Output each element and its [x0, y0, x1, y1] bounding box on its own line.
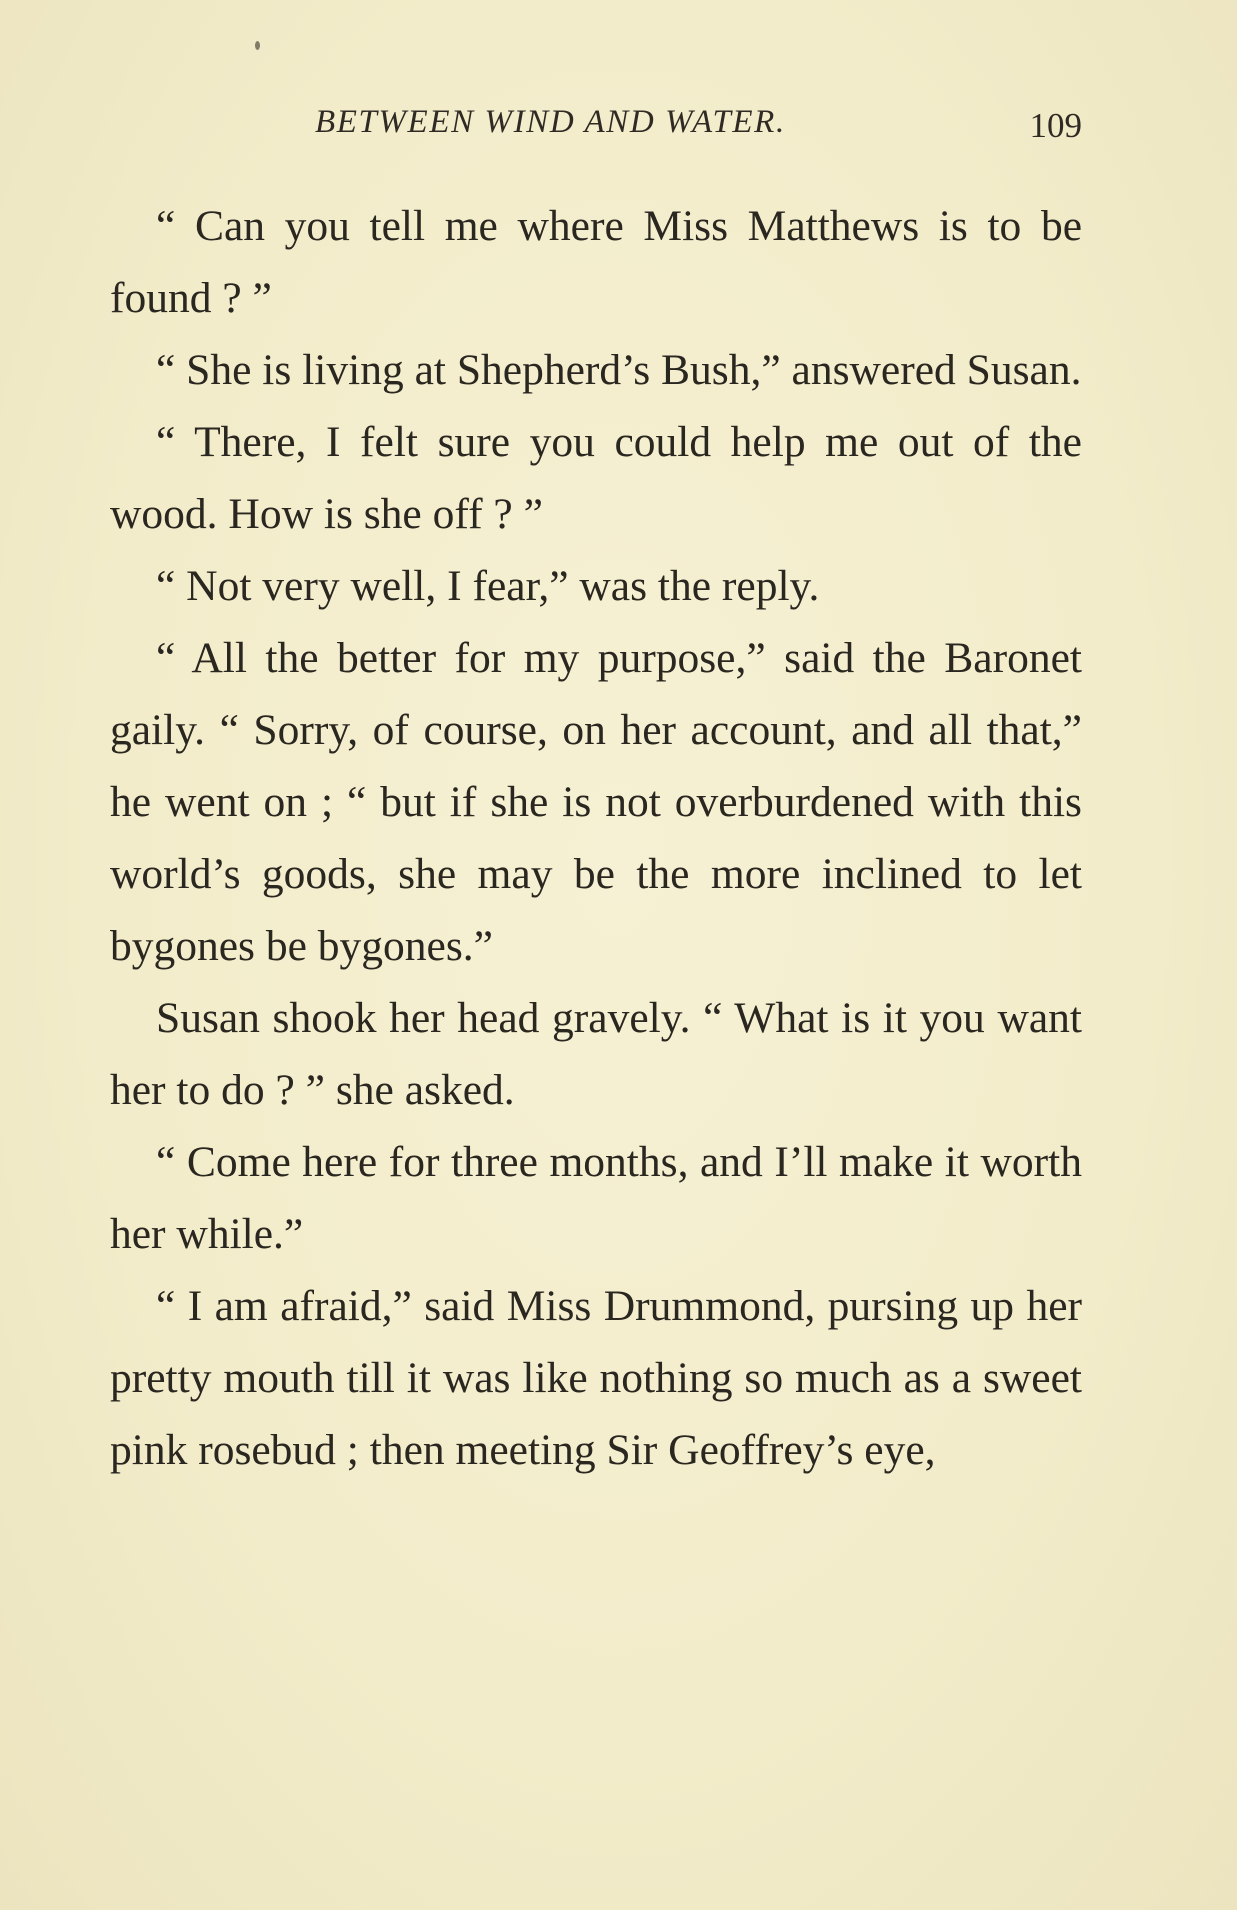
paragraph: “ Can you tell me where Miss Matthews is to be found ? ” — [110, 202, 1082, 322]
paragraph: “ All the better for my purpose,” said the Baronet gaily. “ Sorry, of course, on her account, and all that,” he went on ; “ but if she is not overburdened with this world’s goods, she may be the more inclined to let bygones be bygones.” — [110, 634, 1082, 970]
running-head — [110, 104, 1082, 152]
running-title: BETWEEN WIND AND WATER. — [315, 104, 786, 140]
body-text — [110, 190, 1082, 1486]
paragraph: “ She is living at Shepherd’s Bush,” answered Susan. — [156, 346, 1082, 394]
paragraph: “ Come here for three months, and I’ll make it worth her while.” — [110, 1138, 1082, 1258]
paragraph: Susan shook her head gravely. “ What is it you want her to do ? ” she asked. — [110, 994, 1082, 1114]
ink-speck — [255, 41, 260, 50]
paragraph: “ I am afraid,” said Miss Drummond, pursing up her pretty mouth till it was like nothing so much as a sweet pink rosebud ; then meeting Sir Geoffrey’s eye, — [110, 1282, 1082, 1474]
paragraph: “ Not very well, I fear,” was the reply. — [156, 562, 820, 610]
paragraph: “ There, I felt sure you could help me out of the wood. How is she off ? ” — [110, 418, 1082, 538]
page-number: 109 — [1029, 106, 1082, 145]
